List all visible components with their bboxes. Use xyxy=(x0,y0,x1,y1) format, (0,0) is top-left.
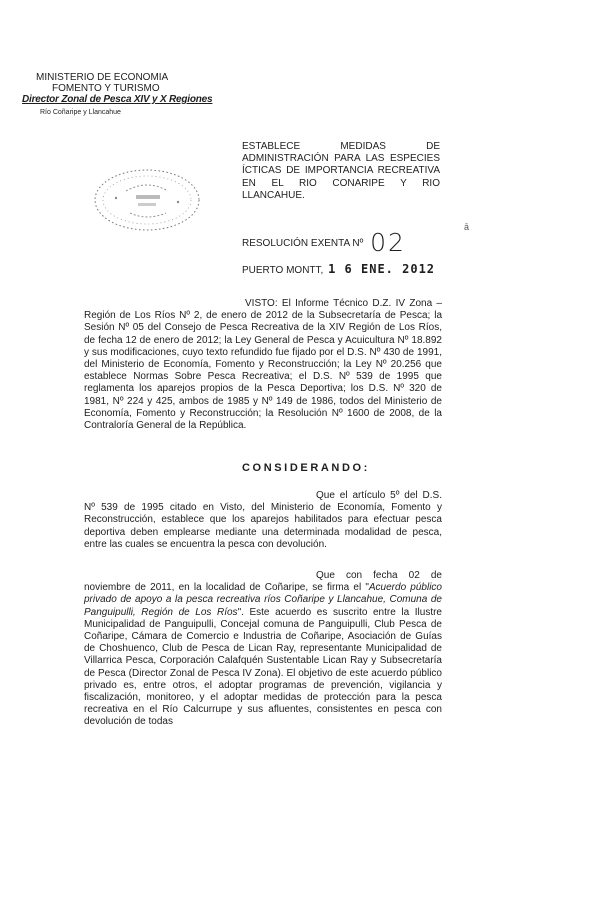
resolution-line xyxy=(242,223,406,257)
considerando-2-rest: ". Este acuerdo es suscrito entre la Ilustre Municipalidad de Panguipulli, Concejal comuna de Panguipulli, Club Pesca de Coñaripe, Cámara de Comercio e Industria de Coñaripe, Asociación de Guías de Choshuenco, Club de Pesca de Lican Ray, representante Municipalidad de Villarrica Pesca, Corporación Calafquén Sustentable Lican Ray y Subsecretaría de Pesca (Director Zonal de Pesca IV Zona). El objetivo de este acuerdo público privado es, entre otros, el adoptar programas de prevención, vigilancia y fiscalización, monitoreo, y el adoptar medidas de protección para la pesca recreativa en el Río Calcurrupe y sus afluentes, consistentes en pesca con devolución de todas xyxy=(84,606,442,728)
ministry-header xyxy=(22,72,296,118)
resolution-number: 02 xyxy=(370,228,406,257)
considerando-paragraph-1: Que el artículo 5º del D.S. Nº 539 de 1995 citado en Visto, del Ministerio de Economía, Fomento y Reconstrucción, establece que los aparejos habilitados para efectuar pesca deportiva deben emplearse mediante una determinada modalidad de pesca, entre las cuales se encuentra la pesca con devolución. xyxy=(84,490,442,550)
ministry-subname: FOMENTO Y TURISMO xyxy=(52,83,160,94)
visto-paragraph: VISTO: El Informe Técnico D.Z. IV Zona – Región de Los Ríos Nº 2, de enero de 2012 de la Subsecretaría de Pesca; la Sesión Nº 05 del Consejo de Pesca Recreativa de la XIV Región de Los Ríos, de fecha 12 de enero de 2012; la Ley General de Pesca y Acuicultura Nº 18.892 y sus modificaciones, cuyo texto refundido fue fijado por el D.S. Nº 430 de 1991, del Ministerio de Economía, Fomento y Reconstrucción; la Ley Nº 20.256 que establece Normas Sobre Pesca Recreativa; el D.S. Nº 539 de 1995 que reglamenta los aparejos propios de la Pesca Deportiva; los D.S. Nº 320 de 1981, Nº 224 y 425, ambos de 1985 y Nº 149 de 1986, todos del Ministerio de Economía, Fomento y Reconstrucción; la Resolución Nº 1600 de 2008, de la Contraloría General de la República. xyxy=(84,298,442,432)
official-seal-icon xyxy=(86,165,208,235)
office-location: Río Coñaripe y Llancahue xyxy=(40,109,121,116)
date-stamp: 1 6 ENE. 2012 xyxy=(328,262,436,276)
agreement-title: Acuerdo público privado de apoyo a la pesca recreativa ríos Coñaripe y Llancahue, Comuna de Panguipulli, Región de Los Ríos xyxy=(84,582,442,618)
city: PUERTO MONTT, xyxy=(242,265,324,276)
margin-mark: ā xyxy=(464,222,470,232)
considerando-paragraph-2 xyxy=(84,570,442,729)
considerando-2-start: Que con fecha 02 de noviembre de 2011, en la localidad de Coñaripe, se firma el " xyxy=(84,570,442,594)
considerando-heading: CONSIDERANDO: xyxy=(242,462,370,474)
place-date-line xyxy=(242,262,435,276)
ministry-name: MINISTERIO DE ECONOMIA xyxy=(36,72,169,83)
resolution-label: RESOLUCIÓN EXENTA Nº xyxy=(242,238,364,249)
office-name: Director Zonal de Pesca XIV y X Regiones xyxy=(22,94,213,105)
document-title: ESTABLECE MEDIDAS DE ADMINISTRACIÓN PARA LAS ESPECIES ÍCTICAS DE IMPORTANCIA RECREATIVA EN EL RIO CONARIPE Y RIO LLANCAHUE. xyxy=(242,141,440,201)
